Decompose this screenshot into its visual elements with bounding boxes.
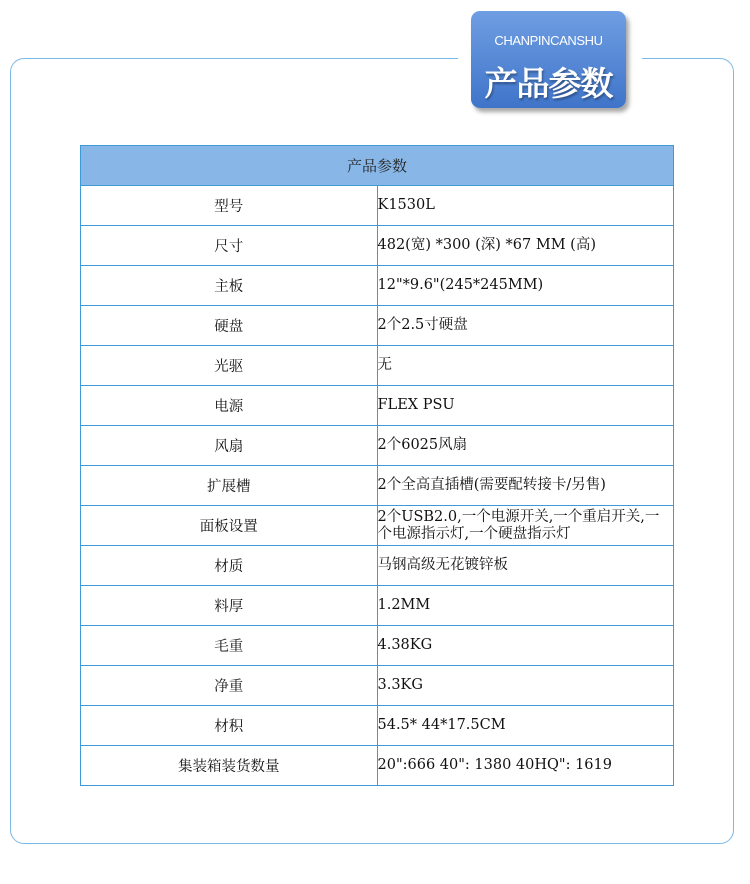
- table-row: [81, 706, 674, 746]
- spec-value: 2个6025风扇: [377, 426, 674, 466]
- spec-label: 电源: [81, 386, 378, 426]
- table-row: [81, 466, 674, 506]
- spec-label: 扩展槽: [81, 466, 378, 506]
- spec-value: 无: [377, 346, 674, 386]
- table-header: 产品参数: [81, 146, 674, 186]
- table-header-row: [81, 146, 674, 186]
- spec-label: 光驱: [81, 346, 378, 386]
- spec-value: 4.38KG: [377, 626, 674, 666]
- badge-chinese-title: 产品参数: [484, 64, 613, 103]
- spec-value: 2个2.5寸硬盘: [377, 306, 674, 346]
- spec-label: 集装箱装货数量: [81, 746, 378, 786]
- spec-label: 硬盘: [81, 306, 378, 346]
- spec-value: 2个USB2.0,一个电源开关,一个重启开关,一个电源指示灯,一个硬盘指示灯: [377, 506, 674, 546]
- table-row: [81, 626, 674, 666]
- spec-label: 毛重: [81, 626, 378, 666]
- spec-label: 尺寸: [81, 226, 378, 266]
- spec-label: 型号: [81, 186, 378, 226]
- table-row: [81, 666, 674, 706]
- spec-table: [80, 145, 674, 786]
- table-row: [81, 346, 674, 386]
- table-row: [81, 426, 674, 466]
- spec-label: 材质: [81, 546, 378, 586]
- table-row: [81, 586, 674, 626]
- spec-value: 马钢高级无花镀锌板: [377, 546, 674, 586]
- spec-value: 482(宽) *300 (深) *67 MM (高): [377, 226, 674, 266]
- spec-value: 3.3KG: [377, 666, 674, 706]
- spec-value: FLEX PSU: [377, 386, 674, 426]
- table-row: [81, 266, 674, 306]
- spec-value: 1.2MM: [377, 586, 674, 626]
- spec-label: 材积: [81, 706, 378, 746]
- table-row: [81, 546, 674, 586]
- section-badge: [471, 11, 626, 108]
- table-row: [81, 226, 674, 266]
- spec-label: 面板设置: [81, 506, 378, 546]
- badge-english-title: CHANPINCANSHU: [494, 33, 603, 48]
- table-row: [81, 386, 674, 426]
- spec-value: 12"*9.6"(245*245MM): [377, 266, 674, 306]
- spec-value: 54.5* 44*17.5CM: [377, 706, 674, 746]
- spec-value: K1530L: [377, 186, 674, 226]
- spec-label: 净重: [81, 666, 378, 706]
- spec-table-body: [81, 186, 674, 786]
- spec-value: 20":666 40": 1380 40HQ": 1619: [377, 746, 674, 786]
- spec-label: 料厚: [81, 586, 378, 626]
- table-row: [81, 506, 674, 546]
- table-row: [81, 746, 674, 786]
- table-row: [81, 306, 674, 346]
- spec-label: 主板: [81, 266, 378, 306]
- table-row: [81, 186, 674, 226]
- spec-label: 风扇: [81, 426, 378, 466]
- spec-value: 2个全高直插槽(需要配转接卡/另售): [377, 466, 674, 506]
